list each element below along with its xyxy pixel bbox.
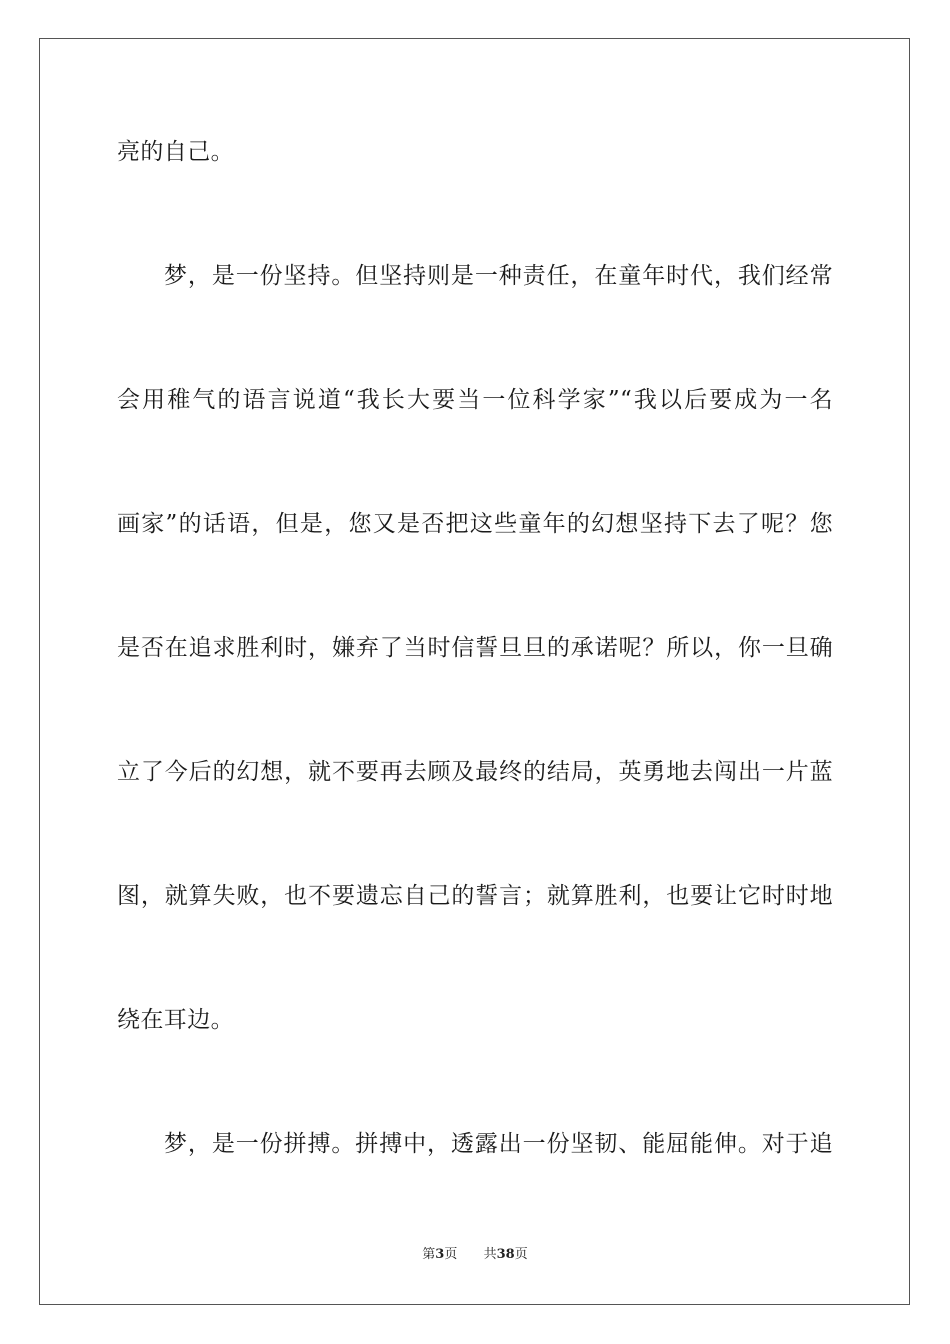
text-line: 亮的自己。: [117, 139, 234, 165]
page-frame: [39, 38, 910, 1305]
total-pages: 38: [496, 1247, 515, 1262]
text-line: 是否在追求胜利时，嫌弃了当时信誓旦旦的承诺呢？所以，你一旦确: [117, 635, 833, 661]
total-suffix: 页: [514, 1247, 528, 1262]
text-line: 图，就算失败，也不要遗忘自己的誓言；就算胜利，也要让它时时地: [117, 883, 833, 909]
total-prefix: 共: [483, 1247, 497, 1262]
text-line: 立了今后的幻想，就不要再去顾及最终的结局，英勇地去闯出一片蓝: [117, 759, 833, 785]
page-prefix: 第: [422, 1247, 436, 1262]
text-line: 画家”的话语，但是，您又是否把这些童年的幻想坚持下去了呢？您: [117, 511, 833, 537]
text-line: 会用稚气的语言说道“我长大要当一位科学家”“我以后要成为一名: [117, 387, 833, 413]
text-line: 绕在耳边。: [117, 1007, 234, 1033]
paragraph-first-line: 梦，是一份坚持。但坚持则是一种责任，在童年时代，我们经常: [164, 263, 833, 289]
paragraph-first-line: 梦，是一份拼搏。拼搏中，透露出一份坚韧、能屈能伸。对于追: [164, 1131, 833, 1157]
page-footer: [0, 1246, 950, 1264]
page-suffix: 页: [444, 1247, 458, 1262]
page-number: 3: [435, 1247, 445, 1262]
